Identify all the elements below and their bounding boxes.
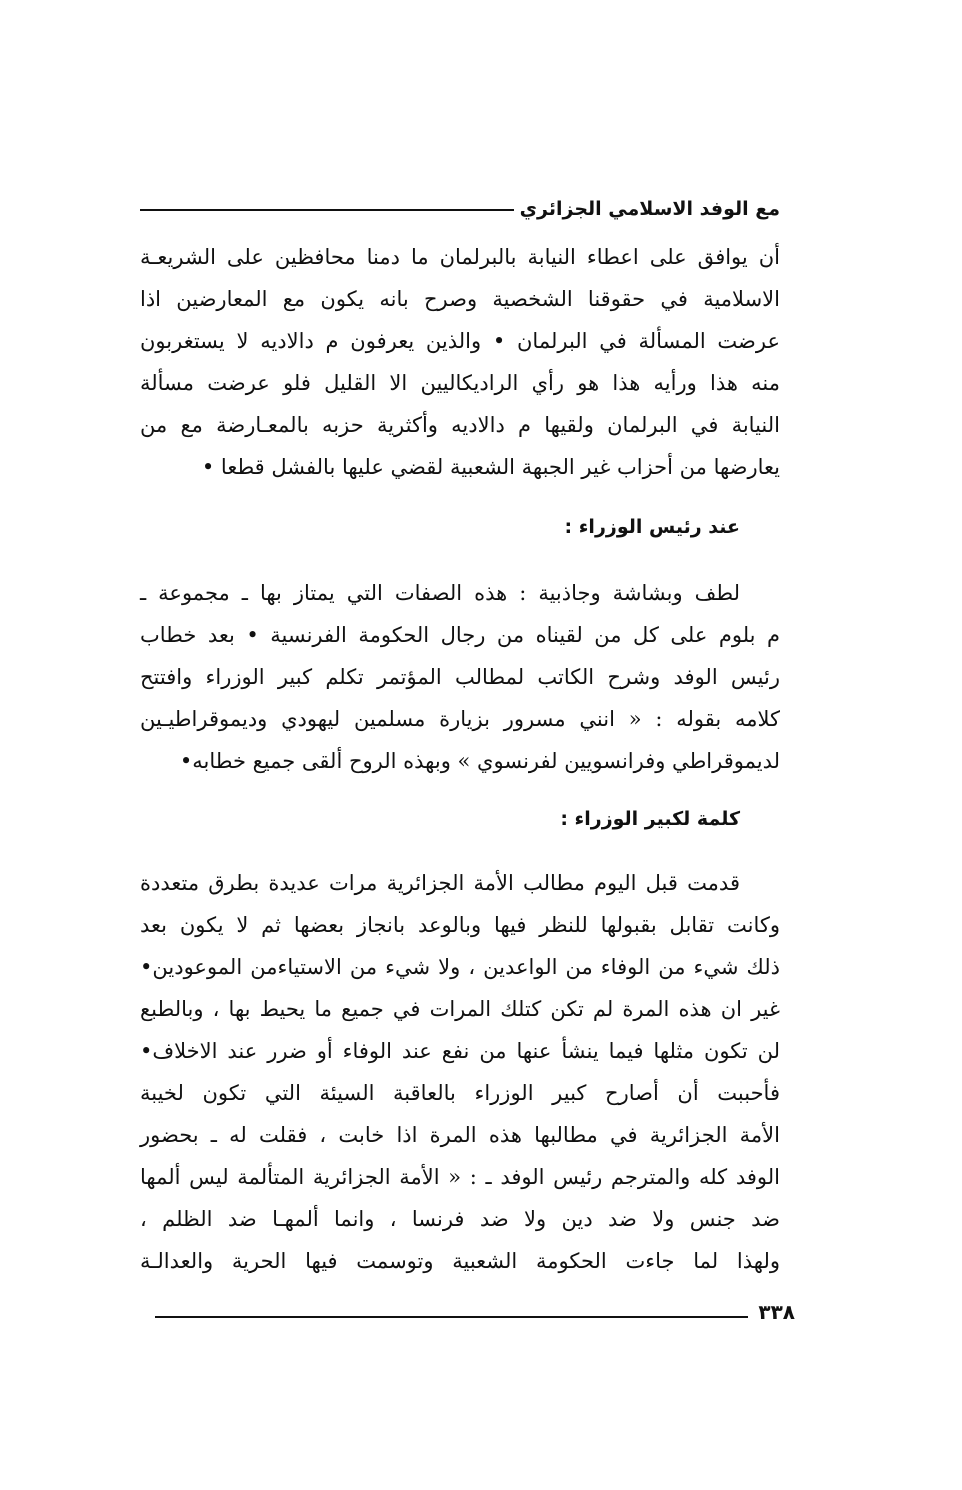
page-number: ٣٣٨ [758,1300,795,1324]
paragraph-1 [140,236,780,488]
text-line: عرضت المسألة في البرلمان • والذين يعرفون م دالاديه لا يستغربون [140,329,780,353]
text-line: الأمة الجزائرية في مطالبها هذه المرة اذا خابت ، فقلت له ـ بحضور [140,1123,780,1147]
text-line: لطف وبشاشة وجاذبية : هذه الصفات التي يمتاز بها ـ مجموعة ـ [140,581,740,605]
section-heading-prime-minister: عند رئيس الوزراء : [564,516,740,538]
paragraph-2 [140,572,780,782]
text-line: م بلوم على كل من لقيناه من رجال الحكومة الفرنسية • بعد خطاب [140,623,780,647]
page-footer [155,1290,795,1324]
text-line: ولهذا لما جاءت الحكومة الشعبية وتوسمت فيها الحرية والعدالـة [140,1249,780,1273]
text-line: غير ان هذه المرة لم تكن كتلك المرات في جميع ما يحيط بها ، وبالطبع [140,997,780,1021]
running-title: مع الوفد الاسلامي الجزائري [519,198,780,220]
text-line: ذلك شيء من الوفاء من الواعدين ، ولا شيء من الاستياءمن الموعودين• [140,955,780,979]
text-line: وكانت تقابل بقبولها للنظر فيها وبالوعد بانجاز بعضها ثم لا يكون بعد [140,913,780,937]
text-line: لديموقراطي وفرانسويين لفرنسوي » وبهذه الروح ألقى جميع خطابه• [179,749,780,773]
text-line: قدمت قبل اليوم مطالب الأمة الجزائرية مرات عديدة بطرق متعددة [140,871,740,895]
text-line: أن يوافق على اعطاء النيابة بالبرلمان ما دمنا محافظين على الشريعـة [140,245,780,269]
running-header [140,180,780,220]
text-line: ضد جنس ولا ضد دين ولا ضد فرنسا ، وانما ألمهـا ضد الظلم ، [140,1207,780,1231]
text-line: الاسلامية في حقوقنا الشخصية وصرح بانه يكون مع المعارضين اذا [140,287,780,311]
header-rule [140,209,514,211]
text-line: لن تكون مثلها فيما ينشأ عنها من نفع عند الوفاء أو ضرر عند الاخلاف• [140,1039,780,1063]
text-line: رئيس الوفد وشرح الكاتب لمطالب المؤتمر تكلم كبير الوزراء وافتتح [140,665,780,689]
text-line: النيابة في البرلمان ولقيها م دالاديه وأكثرية حزبه بالمعـارضة مع من [140,413,780,437]
text-line: يعارضها من أحزاب غير الجبهة الشعبية لقضي عليها بالفشل قطعا • [201,455,780,479]
text-line: كلامه بقوله : « انني مسرور بزيارة مسلمين ليهودي وديموقراطيـين [140,707,780,731]
text-line: فأحببت أن أصارح كبير الوزراء بالعاقبة السيئة التي تكون لخيبة [140,1081,780,1105]
footer-rule [155,1316,748,1318]
section-heading-word-to-premier: كلمة لكبير الوزراء : [560,808,740,830]
text-line: منه هذا ورأيه هذا هو رأي الراديكاليين الا القليل فلو عرضت مسألة [140,371,780,395]
paragraph-3 [140,862,780,1282]
text-line: الوفد كله والمترجم رئيس الوفد ـ : « الأمة الجزائرية المتألمة ليس ألمها [140,1165,780,1189]
